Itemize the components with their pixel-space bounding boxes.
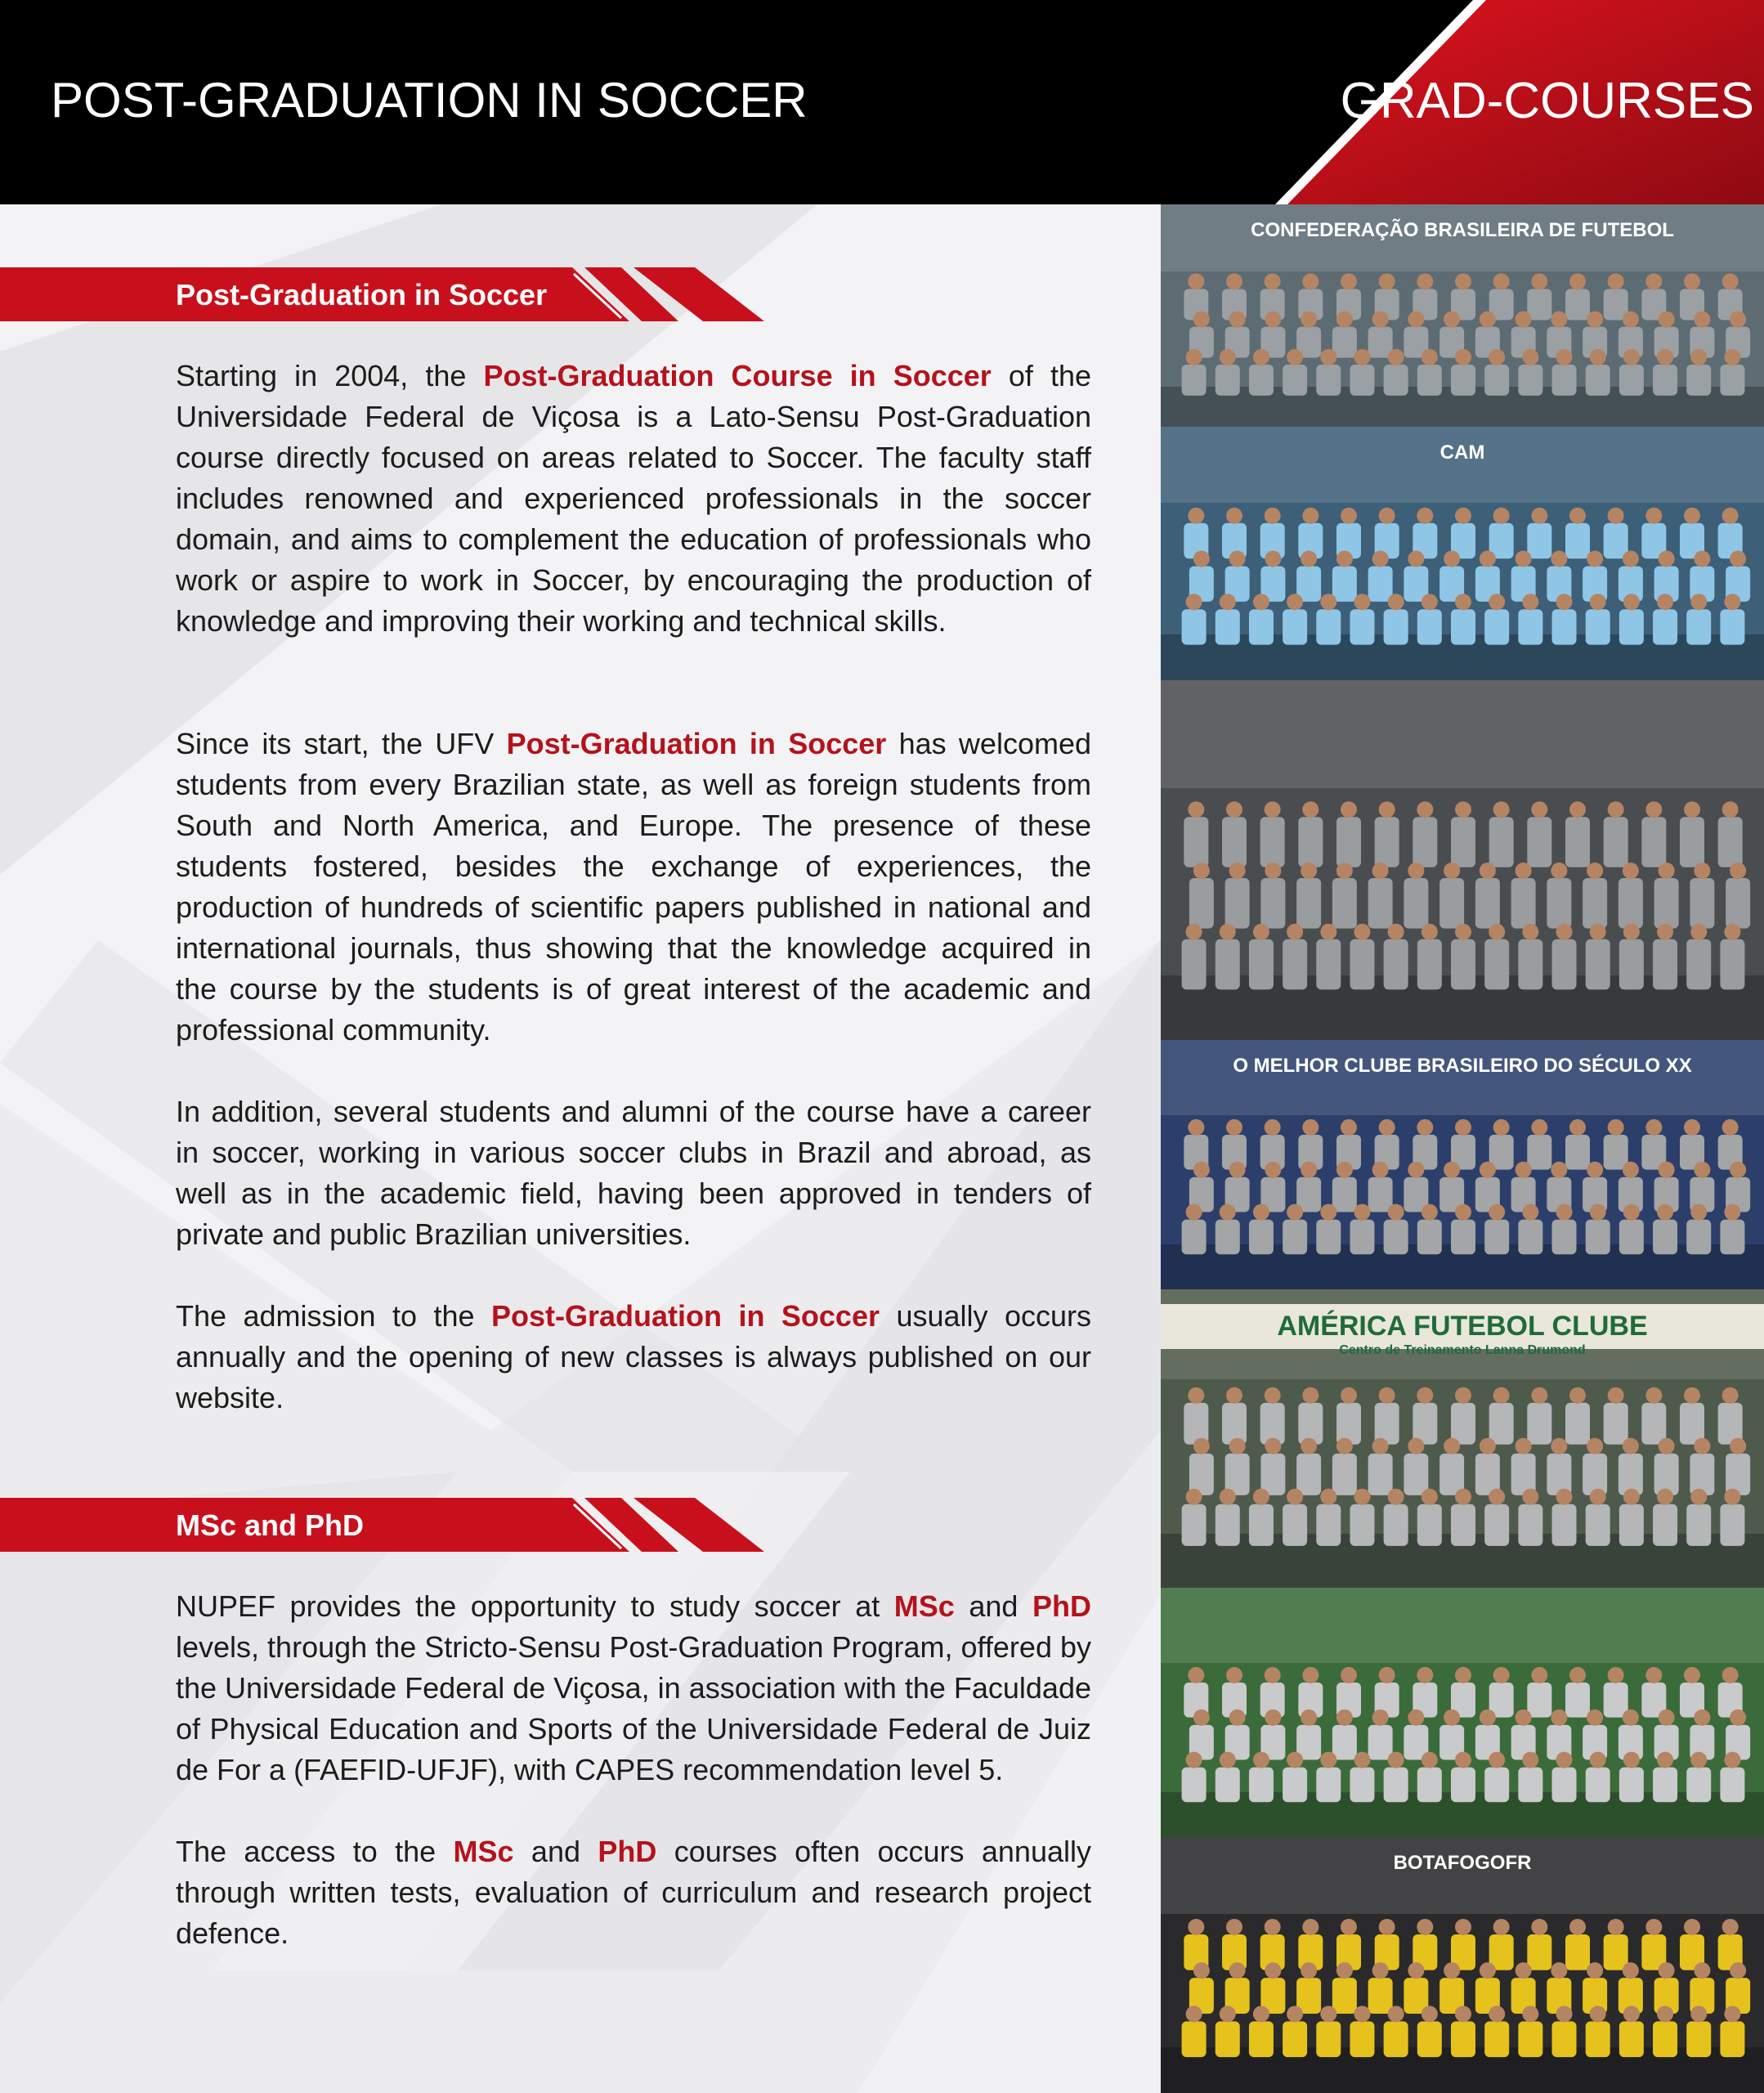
paragraph xyxy=(176,724,1091,1051)
group-photo xyxy=(1161,427,1764,680)
paragraph-text: of the Universidade Federal de Viçosa is a Lato-Sensu Post-Graduation course directly focused on areas related to Soccer. The faculty staff includes renowned and experienced professionals in the soccer domain, and aims to complement the education of professionals who work or aspire to work in Soccer, by encouraging the production of knowledge and improving their working and technical skills. xyxy=(176,359,1091,638)
paragraph-text: Starting in 2004, the xyxy=(176,359,484,392)
photo-caption: O MELHOR CLUBE BRASILEIRO DO SÉCULO XX xyxy=(1233,1055,1692,1077)
paragraph-text: In addition, several students and alumni of the course have a career in soccer, working in various soccer clubs in Brazil and abroad, as well as in the academic field, having been approved in tenders of private and public Brazilian universities. xyxy=(176,1095,1091,1251)
group-photo xyxy=(1161,204,1764,427)
paragraph-text: and xyxy=(513,1835,598,1868)
photo-subcaption: Centro de Treinamento Lanna Drumond xyxy=(1339,1343,1586,1357)
section-heading: MSc and PhD xyxy=(176,1508,365,1542)
highlighted-term: MSc xyxy=(893,1589,955,1623)
photo-caption: BOTAFOGOFR xyxy=(1393,1852,1532,1874)
paragraph-text: levels, through the Stricto-Sensu Post-Graduation Program, offered by the Universidade Federal de Viçosa, in association with the Faculdade of Physical Education and Sports of the Universidade Federal de Juiz de For a (FAEFID-UFJF), with CAPES recommendation level 5. xyxy=(176,1630,1091,1786)
group-photo-image xyxy=(1161,427,1764,680)
group-photo xyxy=(1161,1040,1764,1289)
paragraph xyxy=(176,1831,1091,1954)
highlighted-term: Post-Graduation Course in Soccer xyxy=(483,359,992,392)
highlighted-term: MSc xyxy=(453,1835,514,1868)
paragraph-text: has welcomed students from every Brazilian state, as well as foreign students from South and North America, and Europe. The presence of these students fostered, besides the exchange of experiences, the production of hundreds of scientific papers published in national and international journals, thus showing that the knowledge acquired in the course by the students is of great interest of the academic and professional community. xyxy=(176,727,1091,1046)
paragraph xyxy=(176,1091,1091,1255)
group-photo xyxy=(1161,1588,1764,1837)
page-header xyxy=(0,0,1764,204)
highlighted-term: Post-Graduation in Soccer xyxy=(491,1299,880,1333)
paragraph-text: The access to the xyxy=(176,1835,454,1868)
paragraph xyxy=(176,1586,1091,1790)
paragraph-text: The admission to the xyxy=(176,1299,491,1333)
paragraph-text: NUPEF provides the opportunity to study soccer at xyxy=(176,1589,894,1623)
highlighted-term: PhD xyxy=(1032,1589,1091,1623)
group-photo-image xyxy=(1161,680,1764,1040)
section-tag: GRAD-COURSES xyxy=(1340,73,1754,129)
photo-caption: CAM xyxy=(1439,441,1485,464)
paragraph xyxy=(176,356,1091,642)
photo-column xyxy=(1161,204,1764,2093)
section-banner-post-graduation xyxy=(0,267,768,321)
page-title: POST-GRADUATION IN SOCCER xyxy=(51,73,808,128)
group-photo-image xyxy=(1161,1588,1764,1837)
photo-caption: CONFEDERAÇÃO BRASILEIRA DE FUTEBOL xyxy=(1251,219,1674,241)
group-photo xyxy=(1161,1837,1764,2093)
banner-shape xyxy=(0,1498,768,1552)
highlighted-term: Post-Graduation in Soccer xyxy=(506,727,887,760)
paragraph xyxy=(176,1296,1091,1418)
group-photo-image xyxy=(1161,1837,1764,2093)
paragraph-text: Since its start, the UFV xyxy=(176,727,507,760)
group-photo xyxy=(1161,680,1764,1040)
paragraph-text: and xyxy=(954,1589,1032,1623)
paragraph-text: usually occurs annually and the opening of new classes is always published on our website. xyxy=(176,1299,1091,1414)
highlighted-term: PhD xyxy=(598,1835,657,1868)
group-photo xyxy=(1161,1289,1764,1588)
photo-caption: AMÉRICA FUTEBOL CLUBE xyxy=(1161,1304,1764,1349)
section-banner-msc-phd xyxy=(0,1498,768,1552)
section-heading: Post-Graduation in Soccer xyxy=(176,278,548,311)
paragraph-text: courses often occurs annually through written tests, evaluation of curriculum and research project defence. xyxy=(176,1835,1091,1950)
